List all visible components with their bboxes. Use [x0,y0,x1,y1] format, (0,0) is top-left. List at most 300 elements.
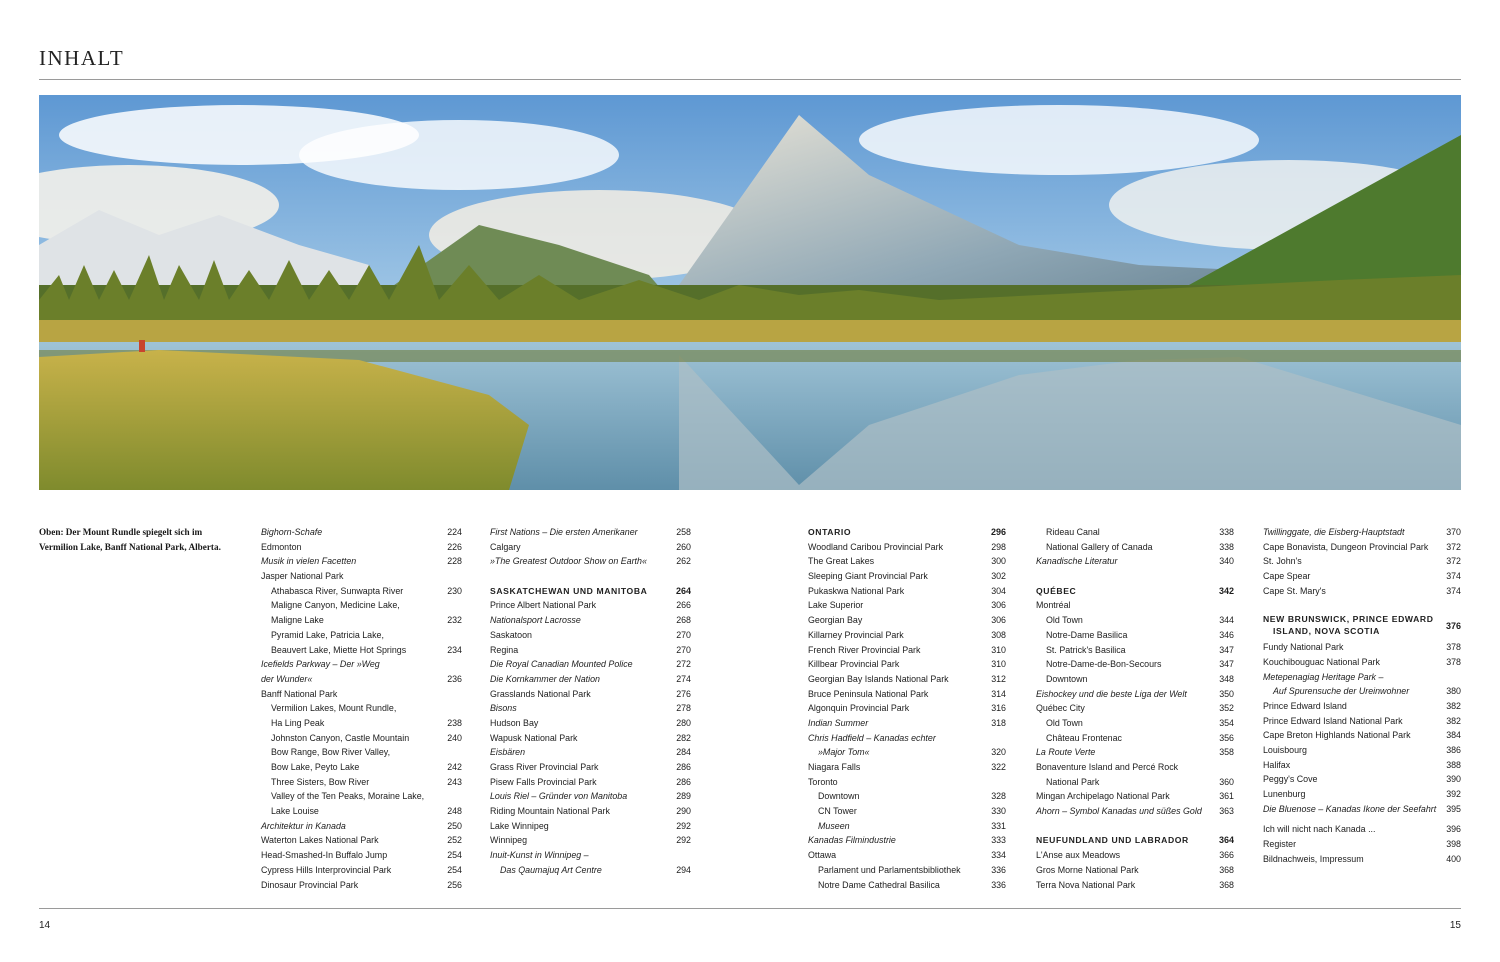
toc-page-number: 243 [447,776,462,787]
toc-page-number: 298 [991,541,1006,552]
toc-entry [261,731,462,746]
toc-entry-title: Louis Riel – Gründer von Manitoba [490,791,628,802]
toc-entry [261,716,462,731]
toc-entry-title: Pisew Falls Provincial Park [490,776,597,787]
toc-entry [490,657,691,672]
toc-page-number: 400 [1446,853,1461,864]
toc-page-number: 292 [676,835,691,846]
toc-page-number: 398 [1446,839,1461,850]
toc-entry [490,687,691,702]
toc-entry [490,804,691,819]
toc-entry [490,848,691,863]
toc-page-number: 314 [991,688,1006,699]
toc-page-number: 292 [676,820,691,831]
toc-entry [808,848,1006,863]
toc-entry [490,613,691,628]
toc-entry-title: Toronto [808,776,838,787]
toc-entry-title: Old Town [1046,615,1083,626]
toc-spacer [1263,598,1461,613]
toc-entry [261,760,462,775]
toc-entry-title: Gros Morne National Park [1036,864,1139,875]
toc-page-number: 304 [991,585,1006,596]
page-number-left: 14 [39,920,51,931]
toc-entry [1263,802,1461,817]
toc-page-number: 336 [991,879,1006,890]
toc-entry [808,584,1006,599]
toc-entry [490,643,691,658]
toc-page-number: 280 [676,717,691,728]
toc-page-number: 242 [447,762,462,772]
toc-entry [1036,863,1234,878]
toc-section-heading [1263,613,1461,640]
toc-entry-title: Cypress Hills Interprovincial Park [261,864,392,875]
toc-entry-title: Metepenagiag Heritage Park – [1263,671,1384,682]
toc-entry-title: Prince Edward Island [1263,700,1347,711]
toc-page-number: 306 [991,600,1006,611]
toc-entry-title: Jasper National Park [261,571,344,582]
toc-entry [490,745,691,760]
toc-entry-title: Lake Winnipeg [490,820,549,831]
toc-section-title-line-2: ISLAND, NOVA SCOTIA [1273,625,1380,636]
toc-entry-title: Wapusk National Park [490,732,578,743]
toc-entry [1263,670,1461,685]
toc-entry-title: Notre Dame Cathedral Basilica [818,879,940,890]
toc-entry-title: National Park [1046,776,1100,787]
toc-page-number: 392 [1446,789,1461,799]
toc-page-number: 310 [991,644,1006,655]
toc-entry-title: Die Royal Canadian Mounted Police [490,659,633,670]
toc-page-number: 360 [1219,776,1234,787]
toc-entry-title: Kouchibouguac National Park [1263,656,1380,667]
toc-page-number: 318 [991,717,1006,728]
toc-section-title: SASKATCHEWAN UND MANITOBA [490,585,648,596]
toc-entry [261,643,462,658]
toc-entry-title: Indian Summer [808,717,869,728]
toc-entry [808,628,1006,643]
toc-entry-title: Vermilion Lakes, Mount Rundle, [271,703,397,714]
toc-entry [1036,745,1234,760]
toc-entry [808,833,1006,848]
toc-entry [808,701,1006,716]
toc-entry [1263,684,1461,699]
toc-entry-title: Fundy National Park [1263,642,1344,653]
toc-page-number: 286 [676,762,691,772]
toc-page-number: 338 [1219,541,1234,552]
toc-entry [261,878,462,893]
toc-entry-title: Lake Louise [271,806,319,817]
toc-entry-title: Cape Spear [1263,571,1311,582]
toc-entry-title: Halifax [1263,759,1291,770]
toc-entry-title: Icefields Parkway – Der »Weg [261,659,380,670]
toc-entry-title: Architektur in Kanada [261,820,346,831]
toc-entry-title: Notre-Dame Basilica [1046,629,1128,640]
toc-entry-title: »Major Tom« [818,747,870,758]
toc-page-number: 238 [447,717,462,728]
toc-page-number: 347 [1219,659,1234,670]
toc-entry [1263,699,1461,714]
toc-page-number: 232 [447,615,462,626]
toc-entry [1263,640,1461,655]
toc-entry-title: Pyramid Lake, Patricia Lake, [271,629,384,640]
toc-entry-title: Edmonton [261,541,302,552]
toc-page-number: 328 [991,791,1006,802]
toc-page-number: 254 [447,864,462,875]
toc-entry [261,701,462,716]
toc-page-number: 374 [1446,585,1461,596]
toc-page-number: 278 [676,703,691,714]
toc-entry-title: Killbear Provincial Park [808,659,900,670]
toc-entry [490,775,691,790]
toc-spacer [490,569,691,584]
toc-column-1 [261,525,462,892]
toc-entry-title: Head-Smashed-In Buffalo Jump [261,850,388,861]
toc-section-heading [808,525,1006,540]
toc-page-number: 284 [676,747,691,758]
toc-entry [808,657,1006,672]
toc-page-number: 358 [1219,747,1234,758]
toc-page-number: 289 [676,791,691,802]
toc-page-number: 356 [1219,732,1234,743]
toc-entry [261,569,462,584]
toc-entry [490,819,691,834]
toc-entry [1036,554,1234,569]
landscape-photo [39,95,1461,490]
toc-page-number: 347 [1219,644,1234,655]
toc-entry [808,613,1006,628]
toc-page-number: 270 [676,644,691,655]
toc-page-number: 234 [447,644,462,655]
toc-page-number: 354 [1219,717,1234,728]
toc-entry-title: Cape Bonavista, Dungeon Provincial Park [1263,541,1429,552]
toc-entry-title: Killarney Provincial Park [808,629,904,640]
toc-section-title: QUÉBEC [1036,585,1077,596]
toc-entry-title: Bildnachweis, Impressum [1263,853,1364,864]
toc-entry [261,598,462,613]
toc-entry-title: Die Bluenose – Kanadas Ikone der Seefahrt [1263,803,1437,814]
toc-page-number: 382 [1446,700,1461,711]
toc-entry-title: Cape Breton Highlands National Park [1263,730,1411,741]
toc-page-number: 378 [1446,656,1461,667]
toc-entry-title: Parlament und Parlamentsbibliothek [818,864,961,875]
toc-entry-title: Notre-Dame-de-Bon-Secours [1046,659,1162,670]
toc-entry [1036,525,1234,540]
toc-page-number: 282 [676,732,691,743]
toc-entry-title: Eishockey und die beste Liga der Welt [1036,688,1187,699]
toc-page-number: 366 [1219,850,1234,861]
toc-entry-title: Calgary [490,541,521,552]
toc-page-number: 230 [447,585,462,596]
toc-page-number: 270 [676,629,691,640]
toc-entry [1263,852,1461,867]
toc-section-title: ONTARIO [808,527,852,537]
toc-page-number: 272 [676,659,691,670]
bottom-rule [39,908,1461,909]
toc-entry [1036,657,1234,672]
toc-page-number: 370 [1446,527,1461,537]
toc-page-number: 264 [675,585,691,596]
toc-entry-title: Louisbourg [1263,744,1307,755]
toc-entry [1263,540,1461,555]
toc-page-number: 350 [1219,688,1234,699]
toc-page-number: 336 [991,864,1006,875]
toc-page-number: 346 [1219,629,1234,640]
toc-entry [1036,848,1234,863]
toc-entry-title: Georgian Bay Islands National Park [808,673,949,684]
toc-entry [808,745,1006,760]
toc-entry-title: Niagara Falls [808,762,861,772]
toc-entry-title: French River Provincial Park [808,644,921,655]
toc-entry [808,878,1006,893]
toc-page-number: 364 [1218,835,1234,846]
toc-page-number: 338 [1219,527,1234,537]
toc-entry-title: Banff National Park [261,688,338,699]
toc-entry [490,540,691,555]
toc-entry-title: Kanadische Literatur [1036,556,1118,567]
toc-entry [1036,775,1234,790]
toc-entry-title: Ottawa [808,850,837,861]
toc-entry-title: Register [1263,839,1297,850]
toc-page-number: 396 [1446,824,1461,835]
toc-entry [808,540,1006,555]
toc-entry [490,672,691,687]
toc-entry-title: Rideau Canal [1046,527,1100,537]
toc-column-2 [490,525,691,878]
toc-page-number: 342 [1218,585,1234,596]
toc-page-number: 306 [991,615,1006,626]
photo-caption: Oben: Der Mount Rundle spiegelt sich im Vermilion Lake, Banff National Park, Alberta. [39,527,221,552]
toc-entry [261,819,462,834]
toc-entry [261,613,462,628]
toc-entry-title: Downtown [818,791,860,802]
toc-entry-title: First Nations – Die ersten Amerikaner [490,527,638,537]
toc-entry-title: Bighorn-Schafe [261,527,323,537]
toc-entry-title: CN Tower [818,806,857,817]
toc-entry-title: Grass River Provincial Park [490,762,599,772]
toc-entry-title: »The Greatest Outdoor Show on Earth« [490,556,647,567]
toc-entry [490,628,691,643]
toc-page-number: 372 [1446,556,1461,567]
toc-page-number: 320 [991,747,1006,758]
toc-page-number: 252 [447,835,462,846]
toc-entry [490,789,691,804]
toc-entry-title: Cape St. Mary's [1263,585,1326,596]
toc-entry [1036,672,1234,687]
toc-entry-title: Downtown [1046,673,1088,684]
toc-page-number: 302 [991,571,1006,582]
toc-entry-title: Three Sisters, Bow River [271,776,370,787]
toc-entry [1263,758,1461,773]
toc-entry [490,731,691,746]
toc-page-number: 348 [1219,673,1234,684]
toc-section-title: NEUFUNDLAND UND LABRADOR [1036,835,1189,846]
toc-page-number: 368 [1219,879,1234,890]
toc-page-number: 344 [1219,615,1234,626]
toc-entry-title: Saskatoon [490,629,532,640]
toc-entry [1263,743,1461,758]
toc-page-number: 361 [1219,791,1234,802]
toc-entry [261,687,462,702]
toc-page-number: 395 [1446,803,1461,814]
toc-entry [490,554,691,569]
toc-entry [490,863,691,878]
toc-page-number: 382 [1446,715,1461,726]
toc-entry-title: Ich will nicht nach Kanada ... [1263,824,1376,835]
toc-page-number: 322 [991,762,1006,772]
toc-entry-title: Das Qaumajuq Art Centre [500,864,602,875]
toc-entry-title: Grasslands National Park [490,688,591,699]
toc-entry-title: Die Kornkammer der Nation [490,673,600,684]
toc-entry [1036,789,1234,804]
toc-entry-title: Beauvert Lake, Miette Hot Springs [271,644,407,655]
toc-page-number: 248 [447,806,462,817]
toc-entry [490,525,691,540]
toc-entry-title: Maligne Canyon, Medicine Lake, [271,600,400,611]
toc-page-number: 312 [991,673,1006,684]
toc-entry [490,760,691,775]
toc-page-number: 386 [1446,744,1461,755]
toc-entry [261,863,462,878]
toc-entry [490,716,691,731]
toc-entry [1036,716,1234,731]
toc-page-number: 266 [676,600,691,611]
toc-entry [1263,554,1461,569]
toc-section-heading [490,584,691,599]
toc-entry-title: Terra Nova National Park [1036,879,1136,890]
toc-entry [808,775,1006,790]
toc-entry-title: Old Town [1046,717,1083,728]
toc-entry-title: Woodland Caribou Provincial Park [808,541,944,552]
toc-entry-title: Bow Lake, Peyto Lake [271,762,360,772]
toc-entry-title: L'Anse aux Meadows [1036,850,1121,861]
toc-entry [1036,540,1234,555]
toc-entry [808,672,1006,687]
toc-entry [1263,728,1461,743]
toc-page-number: 236 [447,673,462,684]
toc-page-number: 276 [676,688,691,699]
toc-entry [1036,613,1234,628]
toc-entry-title: The Great Lakes [808,556,875,567]
toc-entry [1036,687,1234,702]
toc-entry-title: Ha Ling Peak [271,717,325,728]
toc-page-number: 258 [676,527,691,537]
toc-entry-title: Lunenburg [1263,789,1306,799]
toc-page-number: 372 [1446,541,1461,552]
toc-entry-title: Sleeping Giant Provincial Park [808,571,928,582]
toc-entry [261,554,462,569]
toc-entry [808,716,1006,731]
toc-entry [808,863,1006,878]
toc-entry-title: Regina [490,644,519,655]
toc-page-number: 250 [447,820,462,831]
toc-page-number: 374 [1446,571,1461,582]
toc-entry [1263,655,1461,670]
toc-entry [261,804,462,819]
toc-page-number: 316 [991,703,1006,714]
toc-page-number: 331 [991,820,1006,831]
toc-page-number: 380 [1446,686,1461,697]
toc-entry-title: Chris Hadfield – Kanadas echter [808,732,936,743]
toc-page-number: 296 [990,527,1006,537]
toc-page-number: 310 [991,659,1006,670]
toc-entry-title: Bruce Peninsula National Park [808,688,929,699]
toc-entry [808,731,1006,746]
toc-entry-title: Winnipeg [490,835,527,846]
toc-page-number: 384 [1446,730,1461,741]
toc-entry [1036,878,1234,893]
toc-page-number: 352 [1219,703,1234,714]
toc-entry [261,745,462,760]
toc-entry-title: Bisons [490,703,517,714]
toc-entry-title: Mingan Archipelago National Park [1036,791,1170,802]
toc-entry [1036,760,1234,775]
toc-entry-title: Prince Albert National Park [490,600,597,611]
toc-page-number: 368 [1219,864,1234,875]
toc-entry-title: Auf Spurensuche der Ureinwohner [1273,686,1410,697]
toc-entry-title: Museen [818,820,850,831]
toc-entry-title: Bonaventure Island and Percé Rock [1036,762,1179,772]
toc-entry [808,554,1006,569]
toc-entry-title: Valley of the Ten Peaks, Moraine Lake, [271,791,425,802]
toc-entry-title: Nationalsport Lacrosse [490,615,581,626]
toc-page-number: 260 [676,541,691,552]
toc-section-heading [1036,584,1234,599]
toc-entry [1036,628,1234,643]
toc-entry [808,819,1006,834]
toc-entry-title: Riding Mountain National Park [490,806,610,817]
toc-entry-title: Georgian Bay [808,615,863,626]
toc-page-number: 376 [1445,621,1461,632]
toc-entry-title: Athabasca River, Sunwapta River [271,585,404,596]
toc-entry [808,643,1006,658]
toc-entry [261,628,462,643]
toc-entry-title: Lake Superior [808,600,864,611]
toc-entry [808,598,1006,613]
toc-section-title-line-1: NEW BRUNSWICK, PRINCE EDWARD [1263,614,1434,625]
toc-entry-title: Peggy's Cove [1263,774,1318,785]
toc-entry-title: National Gallery of Canada [1046,541,1153,552]
toc-entry-title: Hudson Bay [490,717,539,728]
toc-entry [1263,525,1461,540]
toc-entry [490,701,691,716]
toc-entry-title: Montréal [1036,600,1071,611]
toc-entry [261,848,462,863]
toc-entry-title: Prince Edward Island National Park [1263,715,1403,726]
toc-page-number: 254 [447,850,462,861]
toc-entry-title: Maligne Lake [271,615,324,626]
toc-entry [1263,787,1461,802]
toc-page-number: 286 [676,776,691,787]
toc-entry [1036,598,1234,613]
toc-entry-title: Eisbären [490,747,526,758]
toc-entry [1036,701,1234,716]
toc-page-number: 363 [1219,806,1234,817]
toc-entry [1263,714,1461,729]
toc-column-3 [808,525,1006,892]
toc-spacer [1036,569,1234,584]
toc-entry [261,657,462,672]
toc-page-number: 294 [676,864,691,875]
toc-entry-title: Bow Range, Bow River Valley, [271,747,391,758]
toc-entry-title: St. Patrick's Basilica [1046,644,1126,655]
toc-entry-title: Waterton Lakes National Park [261,835,379,846]
toc-entry-title: Pukaskwa National Park [808,585,905,596]
toc-entry-title: der Wunder« [261,673,313,684]
toc-entry [1263,822,1461,837]
toc-entry [261,789,462,804]
toc-entry-title: La Route Verte [1036,747,1096,758]
page-number-right: 15 [1449,920,1461,931]
toc-page-number: 226 [447,541,462,552]
